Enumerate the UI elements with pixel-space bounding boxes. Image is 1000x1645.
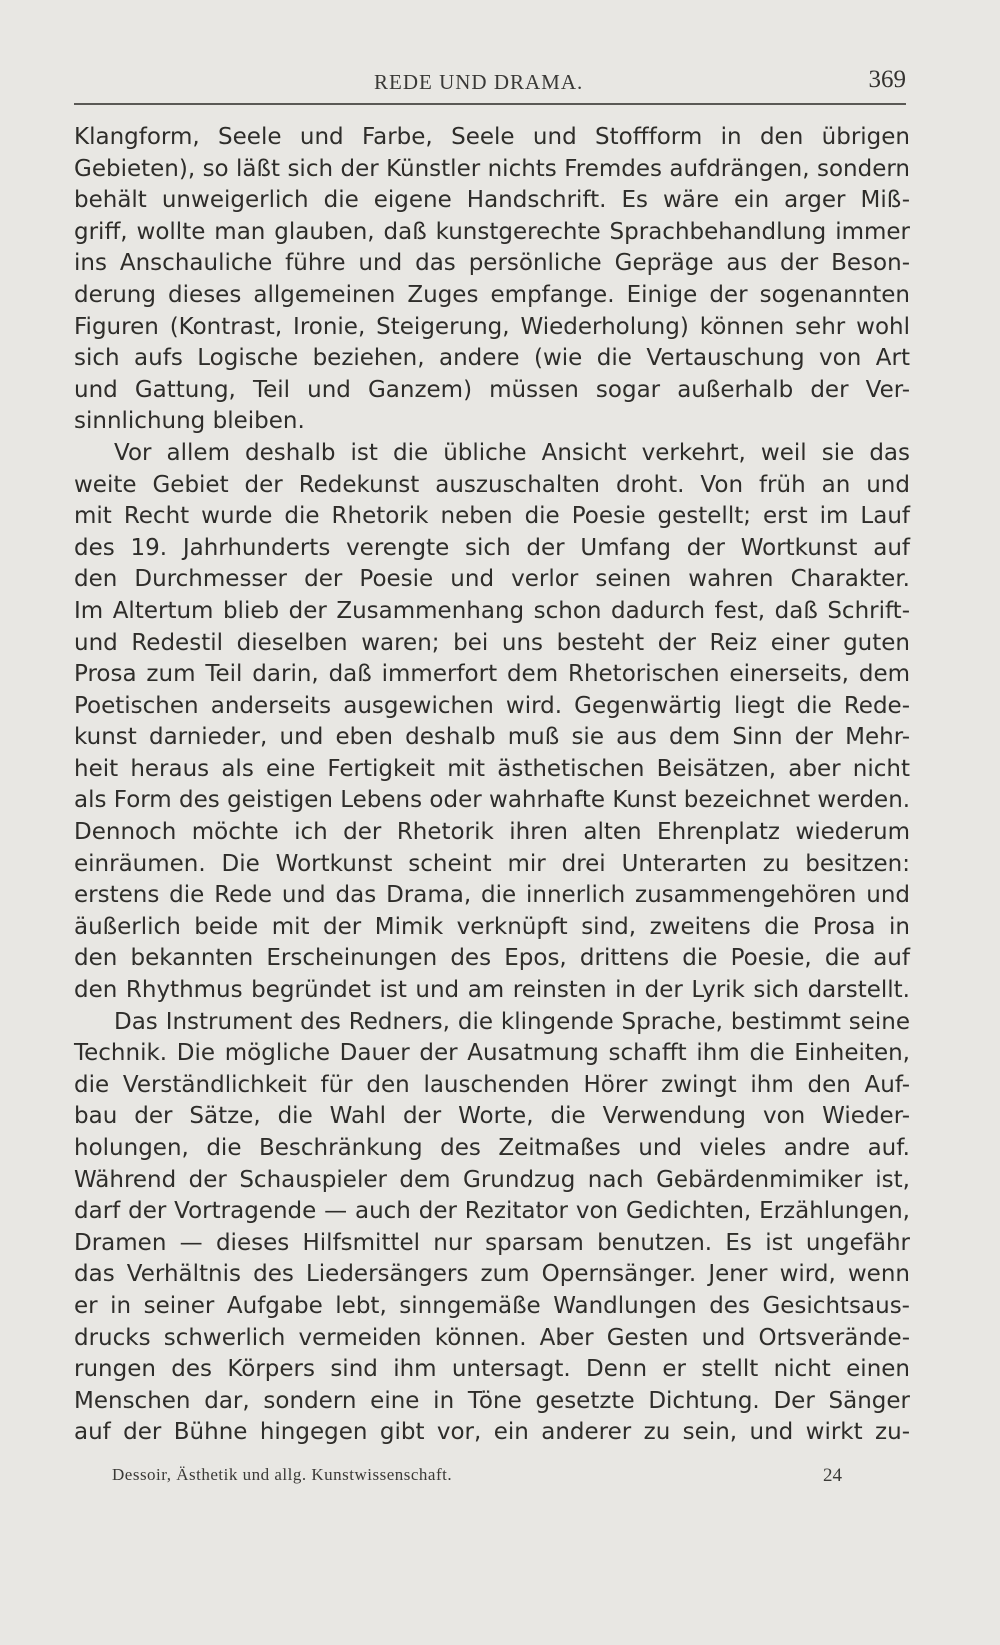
text-line: und Gattung, Teil und Ganzem) müssen sogar außerhalb der Ver- [74,376,910,403]
text-line: ins Anschauliche führe und das persönliche Gepräge aus der Beson- [74,250,910,277]
text-line: weite Gebiet der Redekunst auszuschalten droht. Von früh an und [74,471,910,498]
text-line: Dramen — dieses Hilfsmittel nur sparsam benutzen. Es ist ungefähr [74,1229,910,1256]
text-line: die Verständlichkeit für den lauschenden Hörer zwingt ihm den Auf- [74,1071,910,1098]
text-line: holungen, die Beschränkung des Zeitmaßes und vieles andre auf. [74,1135,910,1161]
text-line: den bekannten Erscheinungen des Epos, drittens die Poesie, die auf [74,945,910,972]
running-title: REDE UND DRAMA. [374,70,584,94]
body-text [74,122,910,1449]
text-line: Poetischen anderseits ausgewichen wird. Gegenwärtig liegt die Rede- [74,692,910,719]
text-line: äußerlich beide mit der Mimik verknüpft sind, zweitens die Prosa in [74,913,910,940]
text-line: rungen des Körpers sind ihm untersagt. Denn er stellt nicht einen [74,1356,910,1383]
text-line: einräumen. Die Wortkunst scheint mir drei Unterarten zu besitzen: [74,850,910,877]
text-line: Menschen dar, sondern eine in Töne gesetzte Dichtung. Der Sänger [74,1387,910,1414]
text-line: griff, wollte man glauben, daß kunstgerechte Sprachbehandlung immer [74,218,910,245]
text-line: bau der Sätze, die Wahl der Worte, die Verwendung von Wieder- [74,1103,910,1130]
text-line: mit Recht wurde die Rhetorik neben die Poesie gestellt; erst im Lauf [74,503,910,530]
text-line: Prosa zum Teil darin, daß immerfort dem Rhetorischen einerseits, dem [74,661,910,688]
text-line: sinnlichung bleiben. [74,408,305,435]
text-line: den Durchmesser der Poesie und verlor seinen wahren Charakter. [74,566,910,593]
text-line: behält unweigerlich die eigene Handschrift. Es wäre ein arger Miß- [74,187,910,214]
text-line: darf der Vortragende — auch der Rezitator von Gedichten, Erzählungen, [74,1198,910,1225]
text-line: das Verhältnis des Liedersängers zum Opernsänger. Jener wird, wenn [74,1261,910,1288]
header-rule [74,103,906,105]
text-line: drucks schwerlich vermeiden können. Aber Gesten und Ortsverände- [74,1324,910,1351]
text-line: den Rhythmus begründet ist und am reinsten in der Lyrik sich darstellt. [74,977,910,1004]
text-line: Im Altertum blieb der Zusammenhang schon dadurch fest, daß Schrift- [74,597,910,624]
page-number: 369 [868,66,906,93]
text-line: Während der Schauspieler dem Grundzug nach Gebärdenmimiker ist, [74,1166,910,1193]
page-header [74,64,906,100]
text-line: Technik. Die mögliche Dauer der Ausatmung schafft ihm die Einheiten, [74,1040,910,1067]
text-line: Das Instrument des Redners, die klingende Sprache, bestimmt seine [114,1008,910,1035]
text-line: Figuren (Kontrast, Ironie, Steigerung, Wiederholung) können sehr wohl [74,313,910,340]
footer-source: Dessoir, Ästhetik und allg. Kunstwissenschaft. [112,1465,453,1484]
text-line: kunst darnieder, und eben deshalb muß sie aus dem Sinn der Mehr- [74,724,910,751]
text-line: Dennoch möchte ich der Rhetorik ihren alten Ehrenplatz wiederum [74,819,910,846]
text-line: auf der Bühne hingegen gibt vor, ein anderer zu sein, und wirkt zu- [74,1419,910,1446]
text-line: heit heraus als eine Fertigkeit mit ästhetischen Beisätzen, aber nicht [74,755,910,782]
text-line: Vor allem deshalb ist die übliche Ansicht verkehrt, weil sie das [114,439,910,466]
page-footer [112,1465,842,1491]
text-line: als Form des geistigen Lebens oder wahrhafte Kunst bezeichnet werden. [74,787,911,814]
text-line: und Redestil dieselben waren; bei uns besteht der Reiz einer guten [74,629,910,656]
text-line: sich aufs Logische beziehen, andere (wie die Vertauschung von Art [74,345,910,372]
sheet-signature: 24 [823,1465,842,1486]
text-line: erstens die Rede und das Drama, die innerlich zusammengehören und [74,882,910,909]
text-line: derung dieses allgemeinen Zuges empfange. Einige der sogenannten [74,281,910,308]
text-line: Gebieten), so läßt sich der Künstler nichts Fremdes aufdrängen, sondern [74,155,910,182]
text-line: Klangform, Seele und Farbe, Seele und Stoffform in den übrigen [74,124,910,150]
text-line: des 19. Jahrhunderts verengte sich der Umfang der Wortkunst auf [74,534,910,561]
text-line: er in seiner Aufgabe lebt, sinngemäße Wandlungen des Gesichtsaus- [74,1292,910,1319]
